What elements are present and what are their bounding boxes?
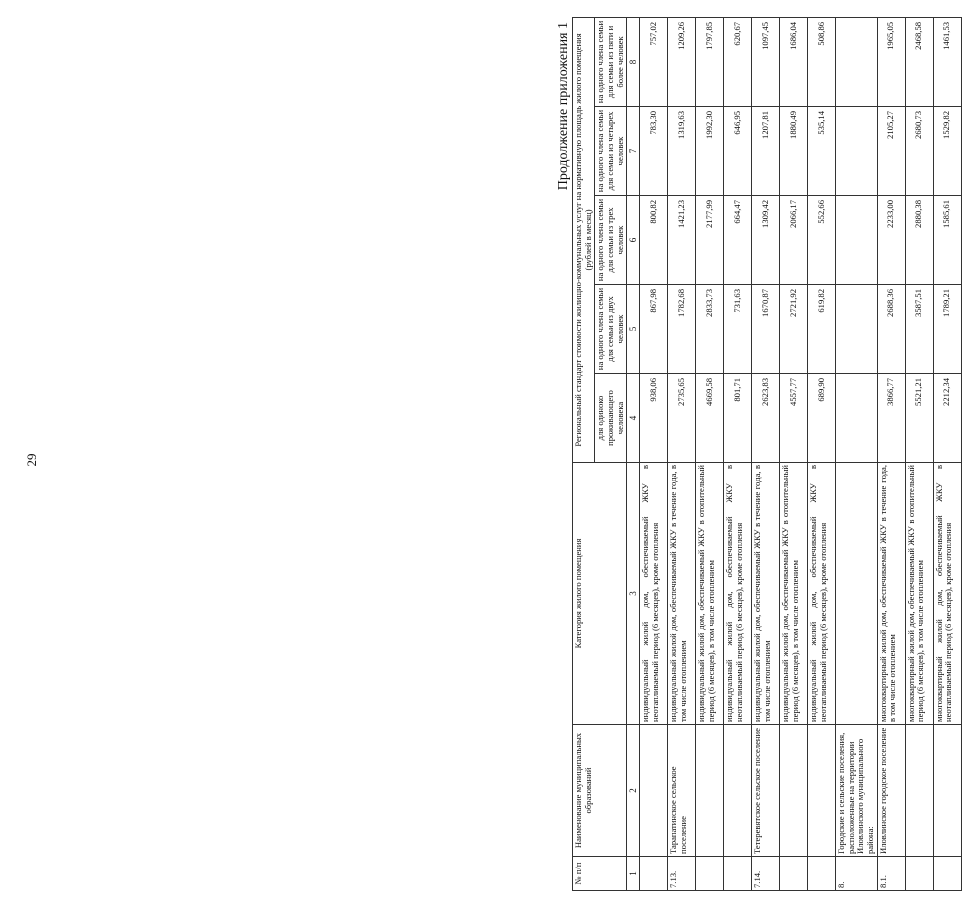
cost-value: 2066,17 bbox=[780, 196, 808, 285]
row-number bbox=[780, 857, 808, 891]
municipality-name bbox=[933, 725, 961, 857]
cost-value: 1880,49 bbox=[780, 107, 808, 196]
row-number: 7.13. bbox=[668, 857, 696, 891]
cost-value: 2105,27 bbox=[877, 107, 905, 196]
index-cell: 3 bbox=[627, 463, 640, 725]
cost-value bbox=[836, 17, 878, 106]
cost-value: 2735,65 bbox=[668, 374, 696, 463]
cost-value: 3587,51 bbox=[905, 285, 933, 374]
cost-value: 1585,61 bbox=[933, 196, 961, 285]
cost-value: 552,66 bbox=[808, 196, 836, 285]
cost-value: 535,14 bbox=[808, 107, 836, 196]
municipality-name bbox=[905, 725, 933, 857]
cost-value: 1461,53 bbox=[933, 17, 961, 106]
municipality-name: Тарапатинское сельское поселение bbox=[668, 725, 696, 857]
cost-value bbox=[836, 374, 878, 463]
header-municipality: Наименование муниципальных образований bbox=[573, 725, 627, 857]
row-number: 7.14. bbox=[752, 857, 780, 891]
housing-category: многоквартирный жилой дом, обеспечиваемый ЖКУ в течение года, в том числе отоплением bbox=[877, 463, 905, 725]
cost-value: 800,82 bbox=[640, 196, 668, 285]
cost-value: 4669,58 bbox=[696, 374, 724, 463]
housing-category: индивидуальный жилой дом, обеспечиваемый ЖКУ в отопительный период (6 месяцев), в том числе отоплением bbox=[780, 463, 808, 725]
cost-value: 2233,00 bbox=[877, 196, 905, 285]
cost-value: 1965,05 bbox=[877, 17, 905, 106]
table-row bbox=[905, 17, 933, 890]
table-row bbox=[933, 17, 961, 890]
cost-value: 2468,58 bbox=[905, 17, 933, 106]
row-number bbox=[640, 857, 668, 891]
index-cell: 8 bbox=[627, 17, 640, 106]
municipality-name bbox=[696, 725, 724, 857]
cost-value: 2212,34 bbox=[933, 374, 961, 463]
table-row bbox=[724, 17, 752, 890]
cost-value: 646,95 bbox=[724, 107, 752, 196]
row-number bbox=[808, 857, 836, 891]
row-number bbox=[696, 857, 724, 891]
cost-value: 1797,85 bbox=[696, 17, 724, 106]
table-row bbox=[752, 17, 780, 890]
cost-value: 1670,87 bbox=[752, 285, 780, 374]
header-col4: для одиноко проживающего человека bbox=[595, 374, 627, 463]
municipality-name bbox=[808, 725, 836, 857]
cost-value: 2680,73 bbox=[905, 107, 933, 196]
cost-value: 1529,82 bbox=[933, 107, 961, 196]
header-standard: Региональный стандарт стоимости жилищно-коммунальных услуг на нормативную площадь жилого помещения (рублей в месяц) bbox=[573, 17, 595, 462]
cost-value: 2880,38 bbox=[905, 196, 933, 285]
header-col8: на одного члена семьи для семьи из пяти и более человек bbox=[595, 17, 627, 106]
cost-value bbox=[836, 196, 878, 285]
cost-value: 1686,04 bbox=[780, 17, 808, 106]
cost-value: 664,47 bbox=[724, 196, 752, 285]
table-row bbox=[877, 17, 905, 890]
page-number: 29 bbox=[24, 453, 39, 467]
index-cell: 2 bbox=[627, 725, 640, 857]
cost-value: 2721,92 bbox=[780, 285, 808, 374]
housing-category: индивидуальный жилой дом, обеспечиваемый ЖКУ в отопительный период (6 месяцев), в том числе отоплением bbox=[696, 463, 724, 725]
municipality-name: Городские и сельские поселения, расположенные на территории Иловлинского муниципального района: bbox=[836, 725, 878, 857]
housing-category: индивидуальный жилой дом, обеспечиваемый ЖКУ в неотапливаемый период (6 месяцев), кроме отопления bbox=[724, 463, 752, 725]
table-row bbox=[836, 17, 878, 890]
cost-value: 1782,68 bbox=[668, 285, 696, 374]
table-row bbox=[808, 17, 836, 890]
annex-title: Продолжение приложения 1 bbox=[556, 22, 571, 191]
table-row bbox=[640, 17, 668, 890]
index-cell: 5 bbox=[627, 285, 640, 374]
municipality-name: Иловлинское городское поселение bbox=[877, 725, 905, 857]
housing-category bbox=[836, 463, 878, 725]
municipality-name bbox=[724, 725, 752, 857]
column-index-row bbox=[627, 17, 640, 890]
cost-value: 731,63 bbox=[724, 285, 752, 374]
header-col7: на одного члена семьи для семьи из четырех человек bbox=[595, 107, 627, 196]
cost-value: 508,86 bbox=[808, 17, 836, 106]
housing-category: индивидуальный жилой дом, обеспечиваемый ЖКУ в течение года, в том числе отоплением bbox=[752, 463, 780, 725]
cost-value: 2688,36 bbox=[877, 285, 905, 374]
row-number bbox=[933, 857, 961, 891]
header-col5: на одного члена семьи для семьи из двух человек bbox=[595, 285, 627, 374]
housing-category: индивидуальный жилой дом, обеспечиваемый ЖКУ в течение года, в том числе отоплением bbox=[668, 463, 696, 725]
row-number bbox=[905, 857, 933, 891]
row-number: 8. bbox=[836, 857, 878, 891]
cost-value bbox=[836, 285, 878, 374]
index-cell: 4 bbox=[627, 374, 640, 463]
cost-value: 801,71 bbox=[724, 374, 752, 463]
index-cell: 7 bbox=[627, 107, 640, 196]
header-col6: на одного члена семьи для семьи из трех человек bbox=[595, 196, 627, 285]
header-no: № п/п bbox=[573, 857, 627, 891]
cost-value: 4557,77 bbox=[780, 374, 808, 463]
cost-value: 620,67 bbox=[724, 17, 752, 106]
housing-category: многоквартирный жилой дом, обеспечиваемый ЖКУ в отопительный период (6 месяцев), в том числе отоплением bbox=[905, 463, 933, 725]
cost-value: 3866,77 bbox=[877, 374, 905, 463]
cost-value: 1097,45 bbox=[752, 17, 780, 106]
cost-value: 619,82 bbox=[808, 285, 836, 374]
table-row bbox=[780, 17, 808, 890]
cost-value: 867,98 bbox=[640, 285, 668, 374]
cost-value: 1209,26 bbox=[668, 17, 696, 106]
header-category: Категория жилого помещения bbox=[573, 463, 627, 725]
index-cell: 1 bbox=[627, 857, 640, 891]
housing-cost-table bbox=[572, 17, 962, 891]
cost-value bbox=[836, 107, 878, 196]
cost-value: 1421,23 bbox=[668, 196, 696, 285]
cost-value: 2623,83 bbox=[752, 374, 780, 463]
cost-value: 2177,99 bbox=[696, 196, 724, 285]
cost-value: 1992,30 bbox=[696, 107, 724, 196]
housing-category: многоквартирный жилой дом, обеспечиваемый ЖКУ в неотапливаемый период (6 месяцев), кроме отопления bbox=[933, 463, 961, 725]
row-number bbox=[724, 857, 752, 891]
cost-value: 1319,63 bbox=[668, 107, 696, 196]
cost-value: 757,02 bbox=[640, 17, 668, 106]
row-number: 8.1. bbox=[877, 857, 905, 891]
table-row bbox=[696, 17, 724, 890]
index-cell: 6 bbox=[627, 196, 640, 285]
municipality-name: Тетеревятское сельское поселение bbox=[752, 725, 780, 857]
municipality-name bbox=[780, 725, 808, 857]
cost-value: 938,06 bbox=[640, 374, 668, 463]
municipality-name bbox=[640, 725, 668, 857]
housing-category: индивидуальный жилой дом, обеспечиваемый ЖКУ в неотапливаемый период (6 месяцев), кроме отопления bbox=[640, 463, 668, 725]
cost-value: 2833,73 bbox=[696, 285, 724, 374]
cost-value: 5521,21 bbox=[905, 374, 933, 463]
cost-value: 783,30 bbox=[640, 107, 668, 196]
table-row bbox=[668, 17, 696, 890]
cost-value: 1789,21 bbox=[933, 285, 961, 374]
housing-category: индивидуальный жилой дом, обеспечиваемый ЖКУ в неотапливаемый период (6 месяцев), кроме отопления bbox=[808, 463, 836, 725]
cost-value: 689,90 bbox=[808, 374, 836, 463]
cost-value: 1207,81 bbox=[752, 107, 780, 196]
cost-value: 1309,42 bbox=[752, 196, 780, 285]
